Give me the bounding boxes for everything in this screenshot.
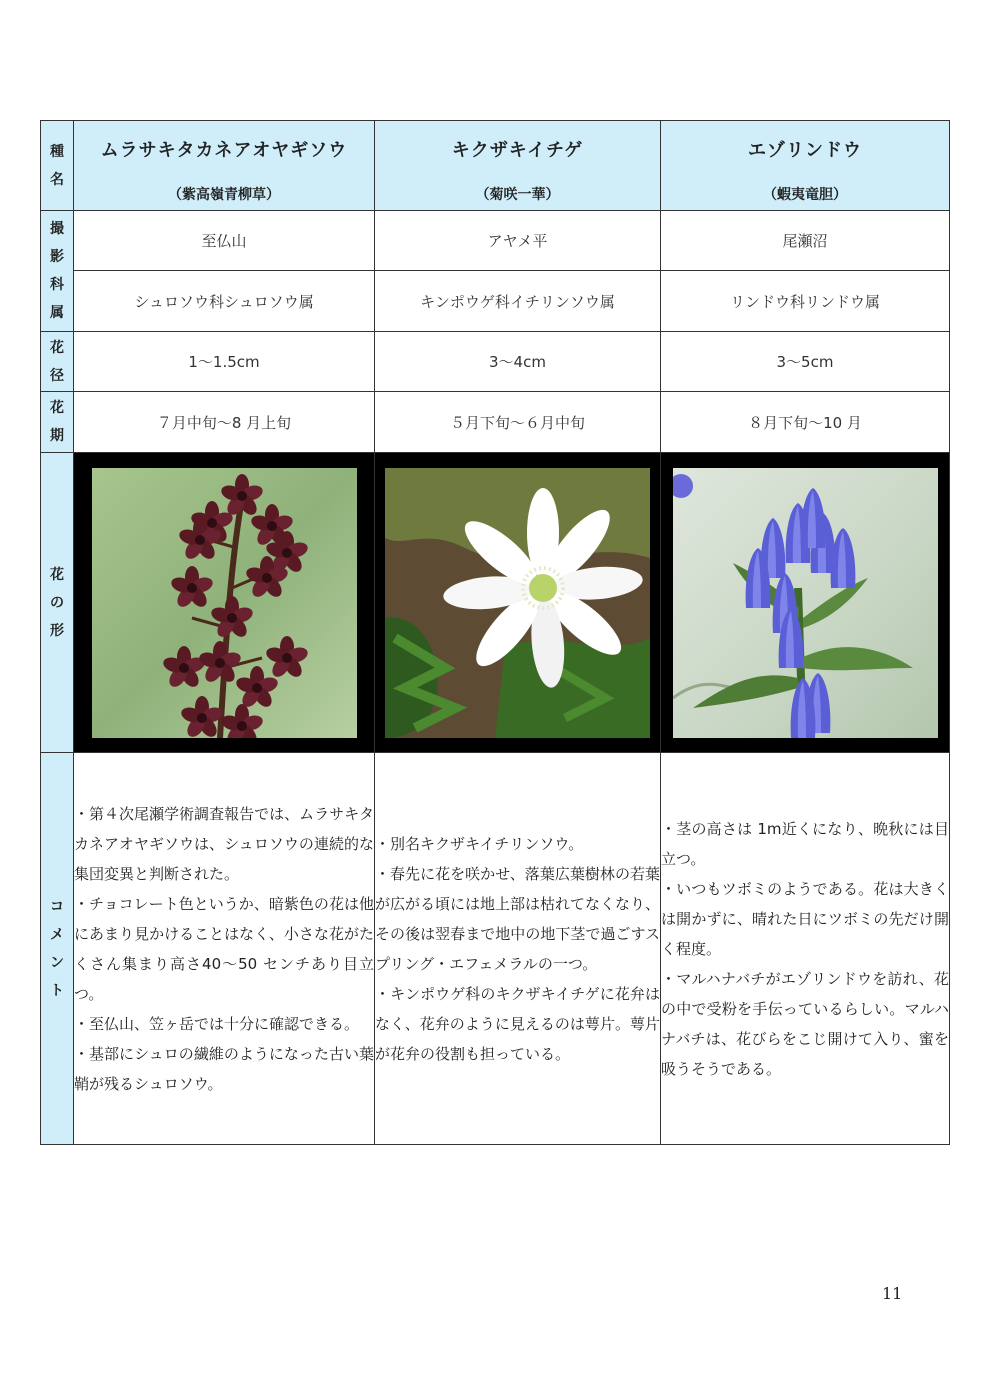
comment-line: ・チョコレート色というか、暗紫色の花は他にあまり見かけることはなく、小さな花がたくさん集まり高さ40～50 センチあり目立つ。 bbox=[74, 894, 374, 1003]
label-location-family: 撮影 科属 bbox=[41, 211, 74, 332]
comment-line: ・春先に花を咲かせ、落葉広葉樹林の若葉が広がる頃には地上部は枯れてなくなり、その後は翌春まで地中の地下茎で過ごすスプリング・エフェメラルの一つ。 bbox=[375, 864, 661, 973]
row-season bbox=[41, 392, 950, 453]
photo-cell-2 bbox=[375, 453, 661, 753]
species-kanji: （蝦夷竜胆） bbox=[763, 186, 847, 203]
row-comment bbox=[41, 753, 950, 1145]
location-cell: 尾瀬沼 bbox=[661, 211, 950, 271]
diameter-cell: 1～1.5cm bbox=[74, 332, 375, 392]
season-cell: ７月中旬～8 月上旬 bbox=[74, 392, 375, 453]
species-name: キクザキイチゲ bbox=[451, 139, 584, 161]
comment-line: ・いつもツボミのようである。花は大きくは開かずに、晴れた日にツボミの先だけ開く程度。 bbox=[661, 879, 949, 958]
family-cell: キンポウゲ科イチリンソウ属 bbox=[375, 271, 661, 332]
white-flower-photo bbox=[385, 468, 650, 738]
plant-table bbox=[40, 120, 950, 1145]
row-species bbox=[41, 121, 950, 211]
blue-gentian-photo bbox=[673, 468, 938, 738]
row-family bbox=[41, 271, 950, 332]
comment-cell-3 bbox=[661, 753, 950, 1145]
photo-cell-1 bbox=[74, 453, 375, 753]
species-name: エゾリンドウ bbox=[748, 139, 862, 161]
location-cell: アヤメ平 bbox=[375, 211, 661, 271]
comment-line: ・マルハナバチがエゾリンドウを訪れ、花の中で受粉を手伝っているらしい。マルハナバチは、花びらをこじ開けて入り、蜜を吸うそうである。 bbox=[661, 969, 949, 1078]
comment-line: ・別名キクザキイチリンソウ。 bbox=[375, 834, 584, 853]
photo-cell-3 bbox=[661, 453, 950, 753]
row-shape bbox=[41, 453, 950, 753]
label-species: 種名 bbox=[41, 121, 74, 211]
species-kanji: （菊咲一華） bbox=[475, 186, 560, 203]
family-cell: リンドウ科リンドウ属 bbox=[661, 271, 950, 332]
comment-line: ・基部にシュロの繊維のようになった古い葉鞘が残るシュロソウ。 bbox=[74, 1044, 374, 1093]
comment-line: ・至仏山、笠ヶ岳では十分に確認できる。 bbox=[74, 1014, 360, 1033]
species-kanji: （紫高嶺青柳草） bbox=[168, 186, 280, 203]
label-season: 花期 bbox=[41, 392, 74, 453]
season-cell: ５月下旬～６月中旬 bbox=[375, 392, 661, 453]
row-location bbox=[41, 211, 950, 271]
page-number: 11 bbox=[882, 1284, 903, 1303]
species-header-1 bbox=[74, 121, 375, 211]
diameter-cell: 3～5cm bbox=[661, 332, 950, 392]
comment-line: ・茎の高さは 1m近くになり、晩秋には目立つ。 bbox=[661, 819, 949, 868]
season-cell: ８月下旬～10 月 bbox=[661, 392, 950, 453]
label-comment: コメント bbox=[41, 753, 74, 1145]
diameter-cell: 3～4cm bbox=[375, 332, 661, 392]
location-cell: 至仏山 bbox=[74, 211, 375, 271]
comment-line: ・第４次尾瀬学術調査報告では、ムラサキタカネアオヤギソウは、シュロソウの連続的な集団変異と判断された。 bbox=[74, 804, 374, 883]
family-cell: シュロソウ科シュロソウ属 bbox=[74, 271, 375, 332]
row-diameter bbox=[41, 332, 950, 392]
species-name: ムラサキタカネアオヤギソウ bbox=[100, 139, 348, 161]
label-diameter: 花径 bbox=[41, 332, 74, 392]
comment-cell-2 bbox=[375, 753, 661, 1145]
purple-flower-photo bbox=[92, 468, 357, 738]
label-shape: 花の形 bbox=[41, 453, 74, 753]
species-header-2 bbox=[375, 121, 661, 211]
comment-line: ・キンポウゲ科のキクザキイチゲに花弁はなく、花弁のように見えるのは萼片。萼片が花弁の役割も担っている。 bbox=[375, 984, 660, 1063]
species-header-3 bbox=[661, 121, 950, 211]
comment-cell-1 bbox=[74, 753, 375, 1145]
